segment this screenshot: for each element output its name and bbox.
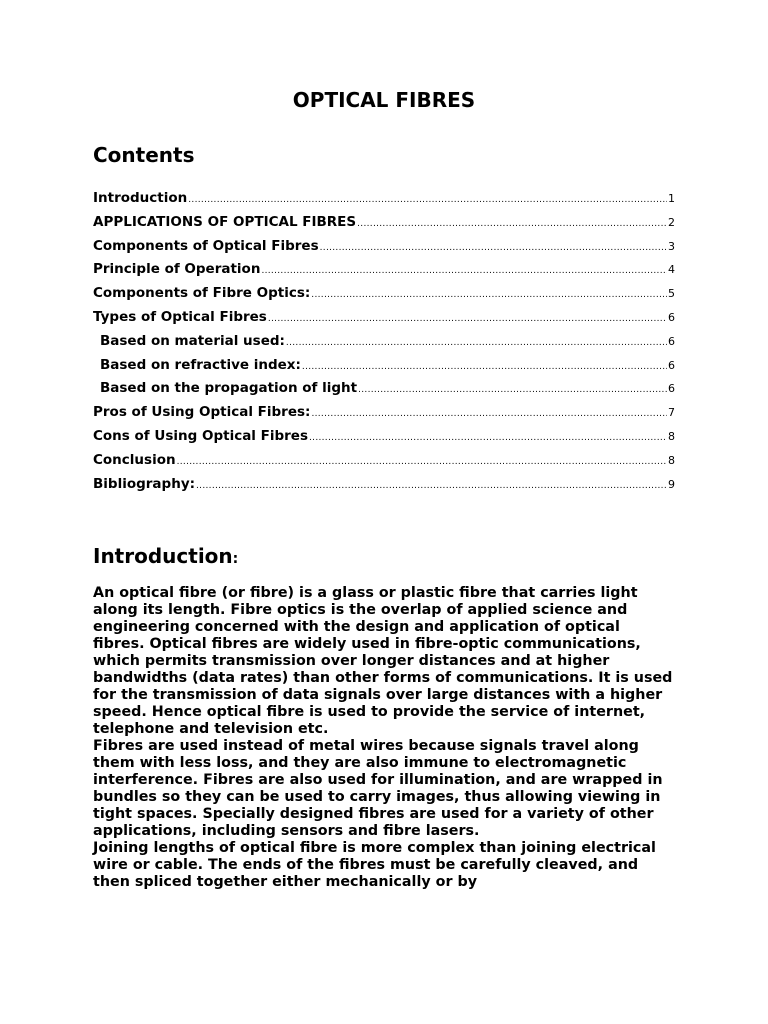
paragraph: An optical fibre (or fibre) is a glass or plastic fibre that carries light along its length. Fibre optics is the overlap of applied science and engineering concerned with the design and application of optical fibres. Optical fibres are widely used in fibre-optic communications, which permits transmission over longer distances and at higher bandwidths (data rates) than other forms of communications. It is used for the transmission of data signals over large distances with a higher speed. Hence optical fibre is used to provide the service of internet, telephone and television etc.: [93, 585, 673, 737]
toc-entry[interactable]: [93, 452, 675, 476]
toc-leader-dots: [309, 433, 667, 443]
toc-entry[interactable]: [93, 476, 675, 500]
introduction-heading-text: Introduction: [93, 544, 233, 568]
toc-entry-label: Pros of Using Optical Fibres:: [93, 404, 311, 421]
paragraph: Joining lengths of optical fibre is more complex than joining electrical wire or cable. The ends of the fibres must be carefully cleaved, and then spliced together either mechanically or by: [93, 840, 656, 890]
toc-entry[interactable]: [93, 214, 675, 238]
toc-entry-page-number: 1: [668, 192, 675, 205]
introduction-body: [93, 585, 675, 891]
toc-entry-page-number: 3: [668, 239, 675, 253]
toc-entry-label: Bibliography:: [93, 475, 196, 492]
toc-leader-dots: [268, 314, 667, 324]
toc-leader-dots: [177, 457, 667, 467]
toc-entry-label: Principle of Operation: [93, 261, 261, 278]
toc-entry-label: Types of Optical Fibres: [93, 308, 267, 325]
toc-leader-dots: [311, 290, 667, 300]
toc-entry[interactable]: [93, 309, 675, 333]
toc-leader-dots: [320, 243, 667, 253]
introduction-heading-colon: :: [232, 551, 239, 567]
table-of-contents: [93, 190, 675, 499]
toc-entry-page-number: 9: [668, 477, 675, 491]
document-title: OPTICAL FIBRES: [292, 88, 476, 112]
toc-entry-label: Based on material used:: [100, 332, 285, 349]
toc-entry-page-number: 6: [668, 334, 675, 348]
toc-entry[interactable]: [93, 190, 675, 214]
toc-entry[interactable]: [93, 285, 675, 309]
toc-leader-dots: [261, 266, 667, 276]
toc-entry-label: APPLICATIONS OF OPTICAL FIBRES: [93, 213, 357, 230]
toc-leader-dots: [302, 362, 667, 372]
toc-entry-label: Introduction: [93, 190, 188, 206]
paragraph: Fibres are used instead of metal wires because signals travel along them with less loss, and they are also immune to electromagnetic interference. Fibres are also used for illumination, and are wrapped in bundles so they can be used to carry images, thus allowing viewing in tight spaces. Specially designed fibres are used for a variety of other applications, including sensors and fibre lasers.: [93, 738, 663, 839]
toc-leader-dots: [286, 338, 667, 348]
contents-heading: Contents: [93, 143, 195, 167]
toc-entry-page-number: 4: [668, 263, 675, 277]
toc-entry[interactable]: [93, 404, 675, 428]
toc-leader-dots: [196, 481, 667, 491]
toc-entry[interactable]: [93, 428, 675, 452]
toc-entry-label: Cons of Using Optical Fibres: [93, 427, 308, 444]
toc-entry-label: Based on refractive index:: [100, 356, 301, 373]
toc-entry-page-number: 8: [668, 453, 675, 467]
introduction-heading: [93, 543, 238, 572]
toc-entry-label: Components of Fibre Optics:: [93, 285, 311, 302]
toc-entry-label: Conclusion: [93, 451, 176, 468]
toc-entry-page-number: 6: [668, 358, 675, 372]
toc-entry[interactable]: [93, 357, 675, 381]
toc-entry-page-number: 6: [668, 310, 675, 324]
toc-entry-page-number: 8: [668, 429, 675, 443]
toc-leader-dots: [357, 219, 667, 229]
toc-leader-dots: [311, 409, 667, 419]
toc-entry[interactable]: [93, 238, 675, 262]
toc-entry-label: Components of Optical Fibres: [93, 237, 319, 254]
toc-entry-page-number: 6: [668, 382, 675, 396]
toc-leader-dots: [188, 195, 667, 205]
toc-entry-page-number: 2: [668, 215, 675, 229]
toc-entry[interactable]: [93, 380, 675, 404]
toc-entry[interactable]: [93, 261, 675, 285]
toc-entry-page-number: 5: [668, 287, 675, 301]
toc-entry-page-number: 7: [668, 406, 675, 420]
toc-leader-dots: [358, 385, 667, 395]
toc-entry[interactable]: [93, 333, 675, 357]
toc-entry-label: Based on the propagation of light: [100, 380, 358, 397]
